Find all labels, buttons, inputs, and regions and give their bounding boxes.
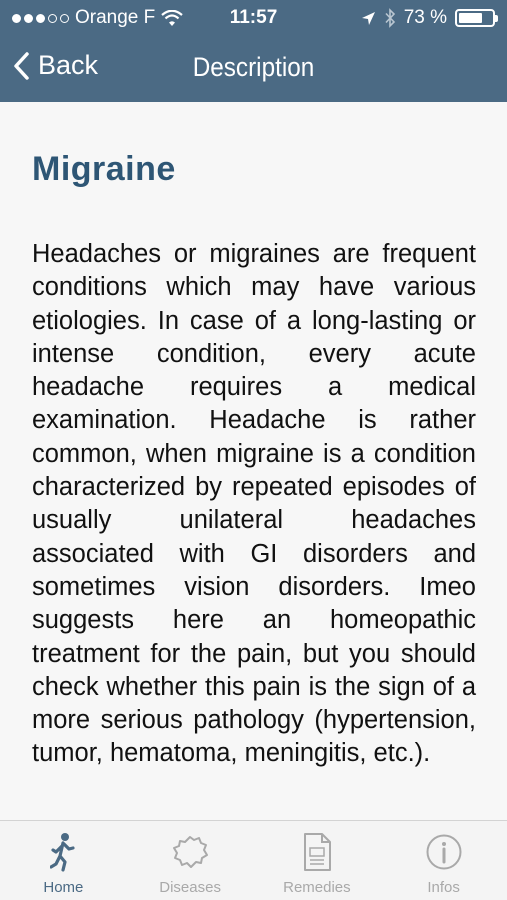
- navigation-bar: [0, 36, 507, 102]
- status-time: 11:57: [229, 7, 278, 28]
- tab-home[interactable]: [0, 821, 127, 900]
- tab-label: Infos: [427, 879, 460, 896]
- page-title: Migraine: [32, 150, 176, 188]
- back-label: Back: [38, 50, 99, 80]
- bluetooth-icon: [384, 8, 396, 28]
- nav-title: Description: [192, 52, 315, 82]
- walking-person-icon: [50, 831, 76, 873]
- virus-icon: [171, 831, 209, 873]
- tab-label: Remedies: [283, 879, 351, 896]
- tab-bar: [0, 820, 507, 900]
- location-arrow-icon: [361, 11, 376, 26]
- battery-icon: [455, 9, 495, 27]
- status-bar: [0, 0, 507, 36]
- battery-percent: 73 %: [403, 7, 447, 28]
- prescription-document-icon: [302, 831, 332, 873]
- tab-infos[interactable]: [380, 821, 507, 900]
- status-right: [361, 7, 495, 29]
- description-content: [0, 102, 507, 820]
- info-icon: [425, 831, 463, 873]
- tab-remedies[interactable]: [254, 821, 381, 900]
- tab-label: Home: [43, 879, 84, 896]
- carrier-name: Orange F: [75, 7, 156, 28]
- description-text: Headaches or migraines are frequent conditions which may have various etiologies. In case of a long-lasting or intense condition, every acute headache requires a medical examination. Headache is rather common, when migraine is a condition characterized by repeated episodes of usually unilateral headaches associated with GI disorders and sometimes vision disorders. Imeo suggests here an homeopathic treatment for the pain, but you should check whether this pain is the sign of a more serious pathology (hypertension, tumor, hematoma, meningitis, etc.).: [32, 240, 476, 768]
- header: [0, 0, 507, 102]
- tab-label: Diseases: [159, 879, 221, 896]
- tab-diseases[interactable]: [127, 821, 254, 900]
